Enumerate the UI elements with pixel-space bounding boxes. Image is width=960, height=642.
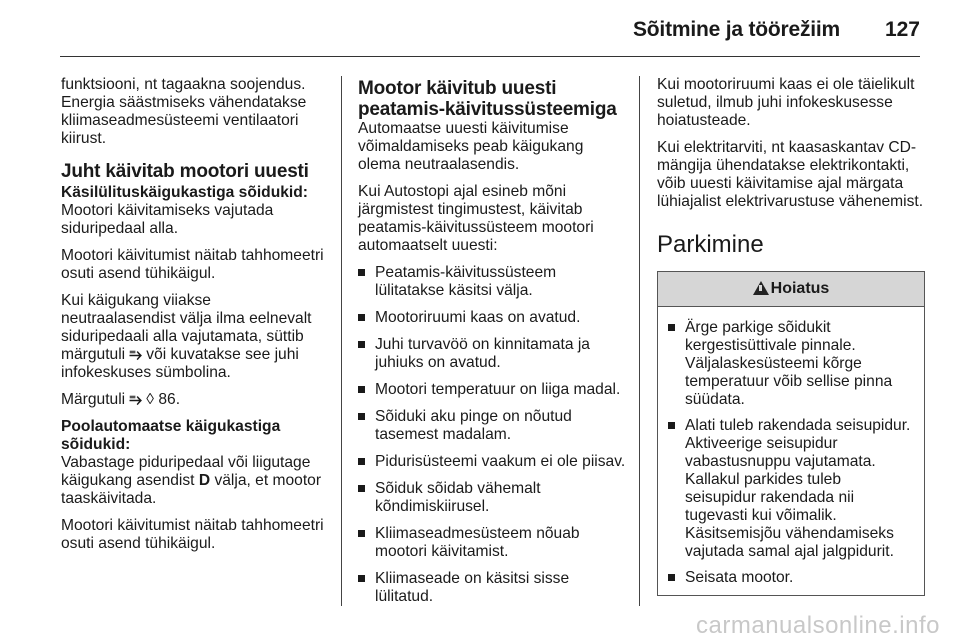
section-title-driver-restart: Juht käivitab mootori uuesti xyxy=(61,161,309,182)
bullet-icon xyxy=(358,269,365,276)
condition-list xyxy=(358,264,628,606)
bullet-icon xyxy=(358,413,365,420)
bullet-icon xyxy=(668,422,675,429)
page-number: 127 xyxy=(884,18,920,41)
column-divider-2 xyxy=(639,76,640,606)
page-header xyxy=(0,0,960,56)
list-item: Alati tuleb rakendada seisupidur. Aktiveerige seisupidur vabastusnuppu vajutamata. Kallakul parkides tuleb seisupidur rakendada nii tugevasti kui võimalik. Käsitsemisjõu vähendamiseks vajutada samal ajal jalgpidurit. xyxy=(668,417,916,561)
bullet-icon xyxy=(358,485,365,492)
list-item: Ärge parkige sõidukit kergestisüttivale pinnale. Väljalaskesüsteemi kõrge temperatuur võib sellise pinna süüdata. xyxy=(668,319,916,409)
indicator-light-icon: ⥱ xyxy=(129,391,142,408)
column-divider-1 xyxy=(341,76,342,606)
semi-automatic-subtitle: Poolautomaatse käigukastiga sõidukid: xyxy=(61,418,281,453)
warning-list xyxy=(668,319,916,587)
bullet-icon xyxy=(358,530,365,537)
warning-box xyxy=(657,271,925,596)
page-reference-icon: ◊ xyxy=(146,391,155,408)
list-item: Kliimaseadmesüsteem nõuab mootori käivitamist. xyxy=(358,525,628,561)
warning-triangle-icon xyxy=(753,281,769,295)
list-item: Seisata mootor. xyxy=(668,569,916,587)
list-item: Sõiduk sõidab vähemalt kõndimiskiirusel. xyxy=(358,480,628,516)
list-item: Mootoriruumi kaas on avatud. xyxy=(358,309,628,327)
bullet-icon xyxy=(358,575,365,582)
watermark: carmanualsonline.info xyxy=(696,612,940,639)
section-heading-parking: Parkimine xyxy=(657,231,764,258)
paragraph: Mootori käivitumist näitab tahhomeetri osuti asend tühikäigul. xyxy=(61,247,324,282)
bullet-icon xyxy=(358,314,365,321)
section-title-stop-start-restart: Mootor käivitub uuesti peatamis-käivitussüsteemiga xyxy=(358,78,617,120)
list-item: Kliimaseade on käsitsi sisse lülitatud. xyxy=(358,570,628,606)
bullet-icon xyxy=(358,341,365,348)
paragraph: Kui elektritarviti, nt kaasaskantav CD-mängija ühendatakse elektrikontakti, võib uuesti käivitamise ajal märgata lühiajalist elektrivarustuse vähenemist. xyxy=(657,139,924,210)
paragraph: Kui käigukang viiakse neutraalasendist välja ilma eelnevalt siduripedaali alla vajutamata, süttib märgutuli ⥱ või kuvatakse see juhi infokeskuses sümbolina. xyxy=(61,292,312,381)
column-middle xyxy=(358,78,628,615)
warning-title: Hoiatus xyxy=(770,280,830,297)
paragraph: Kui mootoriruumi kaas ei ole täielikult suletud, ilmub juhi infokeskusesse hoiatusteade. xyxy=(657,76,915,129)
paragraph: Mootori käivitamiseks vajutada siduripedaal alla. xyxy=(61,202,274,237)
bullet-icon xyxy=(358,458,365,465)
bullet-icon xyxy=(668,574,675,581)
chapter-title: Sõitmine ja töörežiim xyxy=(633,18,840,41)
warning-body xyxy=(658,307,924,587)
paragraph: Kui Autostopi ajal esineb mõni järgmistest tingimustest, käivitab peatamis-käivitussüsteem mootori automaatselt uuesti: xyxy=(358,183,594,254)
paragraph: Märgutuli ⥱ ◊ 86. xyxy=(61,391,181,408)
intro-text: funktsiooni, nt tagaakna soojendus. Energia säästmiseks vähendatakse kliimaseadmesüsteemi ventilaatori kiirust. xyxy=(61,76,307,147)
paragraph: Automaatse uuesti käivitumise võimaldamiseks peab käigukang olema neutraalasendis. xyxy=(358,120,584,173)
header-divider xyxy=(60,56,920,57)
paragraph: Vabastage piduripedaal või liigutage käigukang asendist D välja, et mootor taaskäivitada. xyxy=(61,454,322,507)
manual-gearbox-subtitle: Käsilülituskäigukastiga sõidukid: xyxy=(61,184,308,201)
bullet-icon xyxy=(358,386,365,393)
bullet-icon xyxy=(668,324,675,331)
list-item: Mootori temperatuur on liiga madal. xyxy=(358,381,628,399)
list-item: Juhi turvavöö on kinnitamata ja juhiuks on avatud. xyxy=(358,336,628,372)
warning-header xyxy=(658,272,924,307)
list-item: Sõiduki aku pinge on nõutud tasemest madalam. xyxy=(358,408,628,444)
list-item: Peatamis-käivitussüsteem lülitatakse käsitsi välja. xyxy=(358,264,628,300)
column-left xyxy=(61,76,329,562)
gear-letter: D xyxy=(198,472,211,489)
paragraph: Mootori käivitumist näitab tahhomeetri osuti asend tühikäigul. xyxy=(61,517,324,552)
list-item: Pidurisüsteemi vaakum ei ole piisav. xyxy=(358,453,628,471)
column-right xyxy=(657,76,925,596)
indicator-light-icon: ⥱ xyxy=(129,346,142,363)
